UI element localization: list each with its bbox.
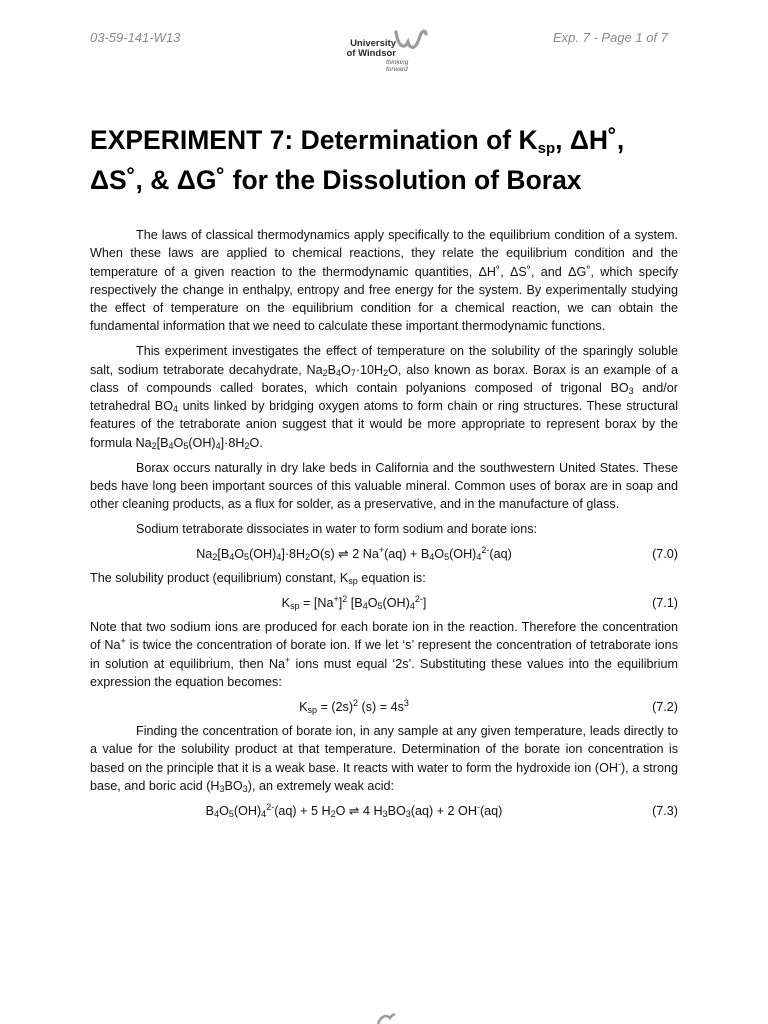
equation-7-2: $K_{sp} = (2s)^2$ $(s) = 4s^3$ (7.2) xyxy=(299,697,678,715)
logo-tagline: thinking forward xyxy=(386,59,409,73)
paragraph-sodium-ions: Note that two sodium ions are produced for each borate ion in the reaction. Therefore the concentration of Na+ is twice the concentration of borate ion. If we let ‘s’ represent the concentration of tetraborate ions in solution at equilibrium, then Na+ ions must equal ‘2s’. Substituting these values into the equilibrium expression the equation becomes: xyxy=(90,620,678,690)
equation-7-3: $B_4O_5(OH)_4^{2-}(aq) + 5$ $H_2O$ ⇌ 4 $H_3BO_3(aq) + 2$ OH-(aq) (7.3) xyxy=(205,801,678,819)
paragraph-borax: This experiment investigates the effect of temperature on the solubility of the sparingly soluble salt, sodium tetraborate decahydrate, $Na_2B_4O_7\cdot 10H_2O$, also known as borax. Borax is an example of a class of compounds called borates, which contain polyanions composed of trigonal $BO_3$ and/or tetrahedral $BO_4$ units linked by bridging oxygen atoms to form chain or ring structures. These structural features of the tetraborate anion suggest that it would be more appropriate to represent borax by the formula $Na_2[B_4O_5(OH)_4]\cdot 8H_2O$. xyxy=(90,344,678,451)
page-info: Exp. 7 - Page 1 of 7 xyxy=(553,30,668,45)
equilibrium-arrow-icon: ⇌ xyxy=(338,545,349,561)
equation-7-0: $Na_2[B_4O_5(OH)_4]\cdot 8H_2O(s)$ ⇌ 2 $Na^+(aq) + B_4O_5(OH)_4^{2-}(aq)$ (7.0) xyxy=(196,544,678,562)
equilibrium-arrow-icon: ⇌ xyxy=(348,802,360,818)
equation-number: (7.0) xyxy=(652,546,678,561)
page-title: EXPERIMENT 7: Determination of $K_{sp}$, ΔH˚, ΔS˚, & ΔG˚ for the Dissolution of Borax xyxy=(90,125,625,195)
footer-logo-mark-icon xyxy=(376,1012,396,1024)
document-body xyxy=(90,226,678,826)
paragraph-borate-concentration: Finding the concentration of borate ion, in any sample at any given temperature, leads directly to a value for the solubility product at that temperature. Determination of the borate ion concentration is based on the principle that it is a weak base. It reacts with water to form the hydroxide ion (OH-), a strong base, and boric acid $(H_3BO_3)$, an extremely weak acid: xyxy=(90,724,678,795)
equation-number: (7.3) xyxy=(652,803,678,818)
paragraph-intro: The laws of classical thermodynamics apply specifically to the equilibrium condition of a system. When these laws are applied to chemical reactions, they relate the equilibrium condition and the temperature of a given reaction to the thermodynamic quantities, ΔH˚, ΔS˚, and ΔG˚, which specify respectively the change in enthalpy, entropy and free energy for the system. By experimentally studying the effect of temperature on the equilibrium condition for a chemical reaction, we can obtain the fundamental information that we need to calculate these important thermodynamic functions. xyxy=(90,228,678,334)
course-code: 03-59-141-W13 xyxy=(90,30,181,45)
paragraph-occurrence: Borax occurs naturally in dry lake beds in California and the southwestern United States. These beds have long been important sources of this valuable mineral. Common uses of borax are in soap and other cleaning products, as a flux for solder, as a preservative, and in the manufacture of glass. xyxy=(90,460,678,512)
equation-number: (7.2) xyxy=(652,699,678,714)
logo-mark-icon xyxy=(394,28,428,54)
university-logo xyxy=(338,24,428,73)
paragraph-dissociation: Sodium tetraborate dissociates in water to form sodium and borate ions: xyxy=(136,521,538,536)
equation-number: (7.1) xyxy=(652,595,678,610)
equation-7-1: $K_{sp} = [Na^+]^2$ $[B_4O_5(OH)_4^{2-}]$ (7.1) xyxy=(281,593,678,611)
paragraph-ksp-intro: The solubility product (equilibrium) constant, $K_{sp}$ equation is: xyxy=(90,571,426,587)
logo-text: University of Windsor xyxy=(346,38,396,59)
